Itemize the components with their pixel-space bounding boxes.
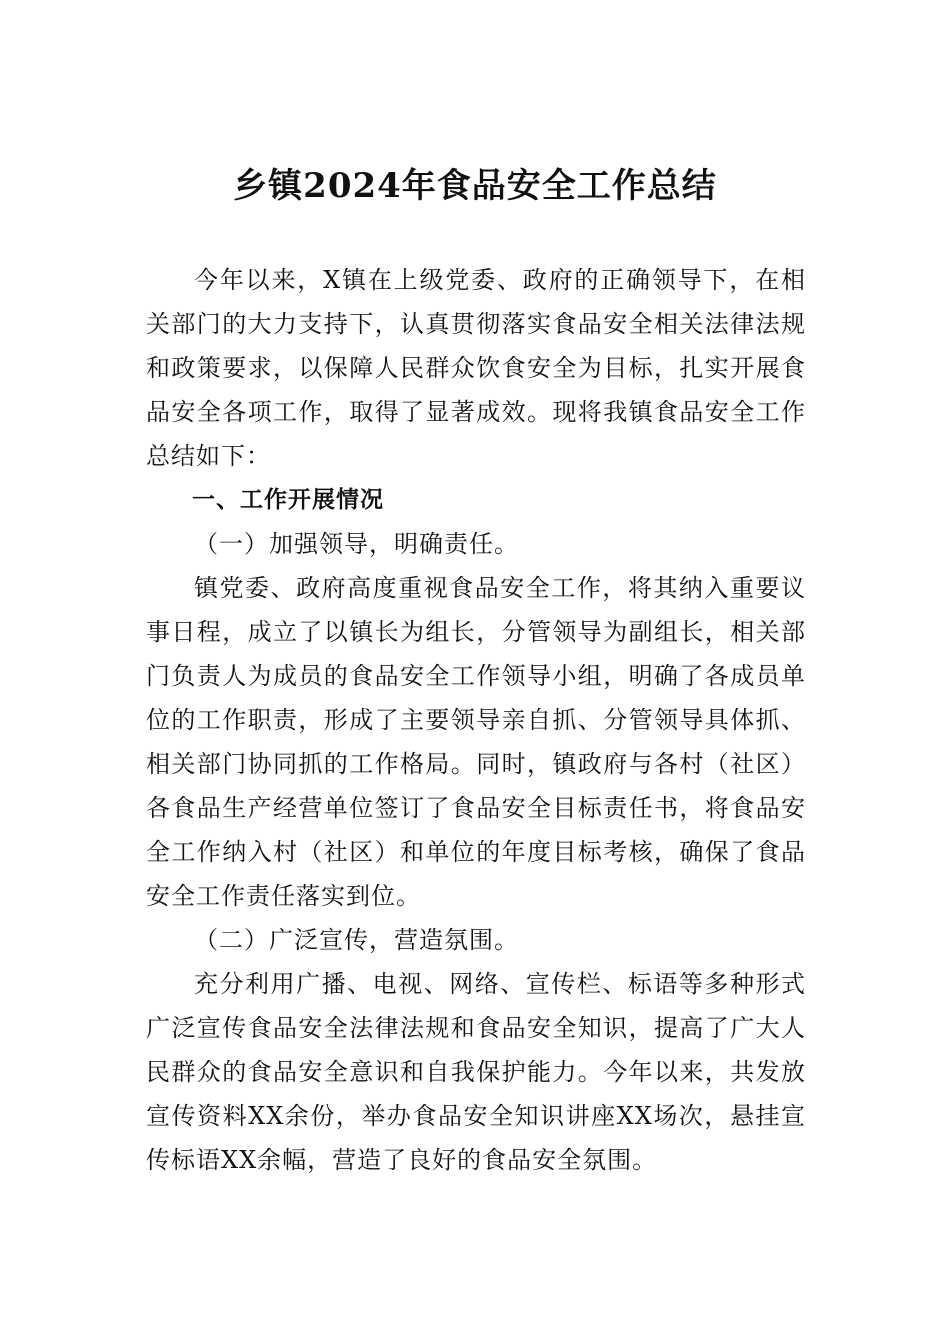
subsection-heading-1: （一）加强领导，明确责任。: [194, 530, 519, 558]
section-heading-1: 一、工作开展情况: [192, 487, 384, 513]
body-paragraph-1: 镇党委、政府高度重视食品安全工作，将其纳入重要议事日程，成立了以镇长为组长，分管领导为副组长，相关部门负责人为成员的食品安全工作领导小组，明确了各成员单位的工作职责，形成了主要领导亲自抓、分管领导具体抓、相关部门协同抓的工作格局。同时，镇政府与各村（社区）各食品生产经营单位签订了食品安全目标责任书，将食品安全工作纳入村（社区）和单位的年度目标考核，确保了食品安全工作责任落实到位。: [146, 574, 806, 910]
body-paragraph-2: 充分利用广播、电视、网络、宣传栏、标语等多种形式广泛宣传食品安全法律法规和食品安全知识，提高了广大人民群众的食品安全意识和自我保护能力。今年以来，共发放宣传资料XX余份，举办食品安全知识讲座XX场次，悬挂宣传标语XX余幅，营造了良好的食品安全氛围。: [146, 970, 806, 1174]
document-title: 乡镇2024年食品安全工作总结: [233, 166, 717, 206]
intro-paragraph: 今年以来，X镇在上级党委、政府的正确领导下，在相关部门的大力支持下，认真贯彻落实食品安全相关法律法规和政策要求，以保障人民群众饮食安全为目标，扎实开展食品安全各项工作，取得了显著成效。现将我镇食品安全工作总结如下：: [146, 266, 806, 470]
document-body: [146, 258, 806, 1182]
subsection-heading-2: （二）广泛宣传，营造氛围。: [194, 926, 519, 954]
